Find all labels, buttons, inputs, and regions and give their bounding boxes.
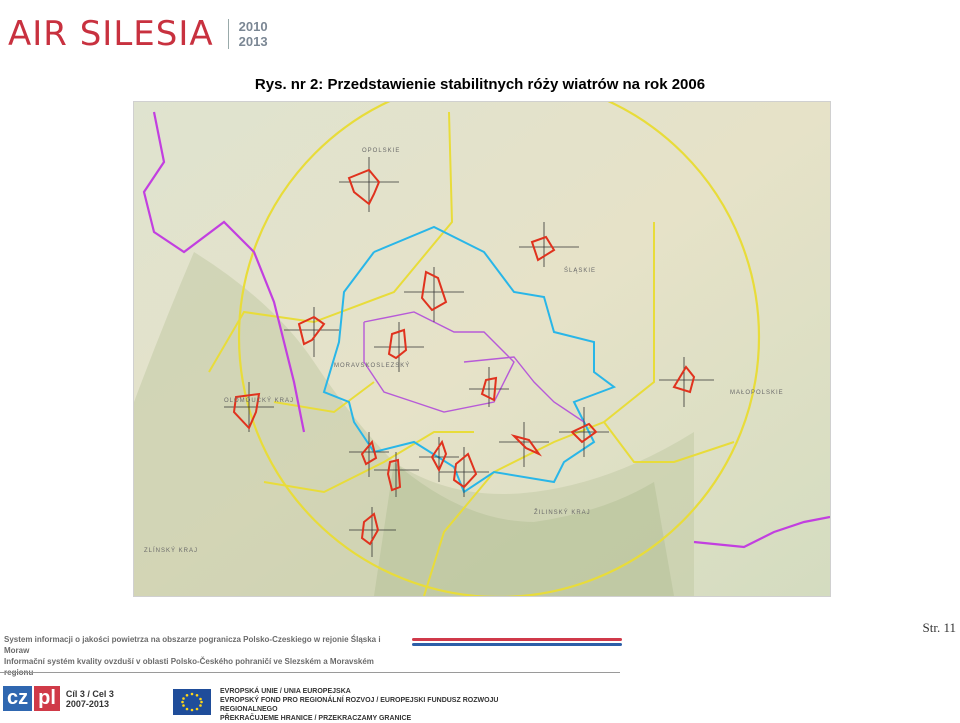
footer-red-bar — [412, 638, 622, 641]
pl-mark: pl — [34, 686, 60, 711]
program-years: 2007-2013 — [65, 698, 109, 709]
label-olomoucky: OLOMOUCKÝ KRAJ — [224, 398, 295, 404]
cz-mark: cz — [3, 686, 32, 711]
footer-color-bars — [412, 638, 622, 646]
figure-caption: Rys. nr 2: Przedstawienie stabilitnych róży wiatrów na rok 2006 — [254, 76, 706, 93]
wind-rose-map — [133, 101, 831, 597]
logo-year-end: 2013 — [238, 34, 268, 49]
logo-text: AIR SILESIA — [8, 14, 214, 54]
label-zlinsky: ZLÍNSKÝ KRAJ — [144, 548, 199, 554]
logo-years — [228, 19, 268, 49]
eu-stars-icon — [173, 689, 211, 715]
eu-funding-text — [220, 687, 520, 723]
program-label — [66, 689, 114, 709]
cz-pl-logo — [3, 686, 114, 711]
eu-flag-icon — [173, 689, 211, 715]
eu-line-3: PŘEKRAČUJEME HRANICE / PRZEKRACZAMY GRANICE — [220, 715, 412, 722]
label-opolskie: OPOLSKIE — [362, 148, 401, 154]
air-silesia-logo — [8, 10, 268, 58]
footer-line-2: Informační systém kvality ovzduší v oblasti Polsko-Českého pohraničí ve Slezském a Moravském — [4, 657, 374, 666]
label-moravskoslezsky: MORAVSKOSLEZSKÝ — [334, 363, 411, 369]
footer-divider — [0, 672, 620, 673]
eu-line-1: EVROPSKÁ UNIE / UNIA EUROPEJSKA — [220, 688, 351, 695]
logo-year-start: 2010 — [238, 19, 268, 34]
eu-line-2: EVROPSKÝ FOND PRO REGIONÁLNÍ ROZVOJ / EUROPEJSKI FUNDUSZ ROZWOJU REGIONALNEGO — [220, 697, 499, 713]
footer-blue-bar — [412, 643, 622, 646]
program-name: Cíl 3 / Cel 3 — [65, 688, 114, 699]
label-slaskie: ŚLĄSKIE — [564, 268, 597, 274]
page-number: Str. 11 — [922, 620, 956, 635]
footer-line-1: System informacji o jakości powietrza na obszarze pogranicza Polsko-Czeskiego w rejonie Śląska i Moraw — [4, 635, 381, 655]
label-zilinsky: ŽILINSKÝ KRAJ — [534, 510, 591, 516]
label-malopolskie: MAŁOPOLSKIE — [730, 390, 784, 396]
map-canvas — [134, 102, 830, 596]
